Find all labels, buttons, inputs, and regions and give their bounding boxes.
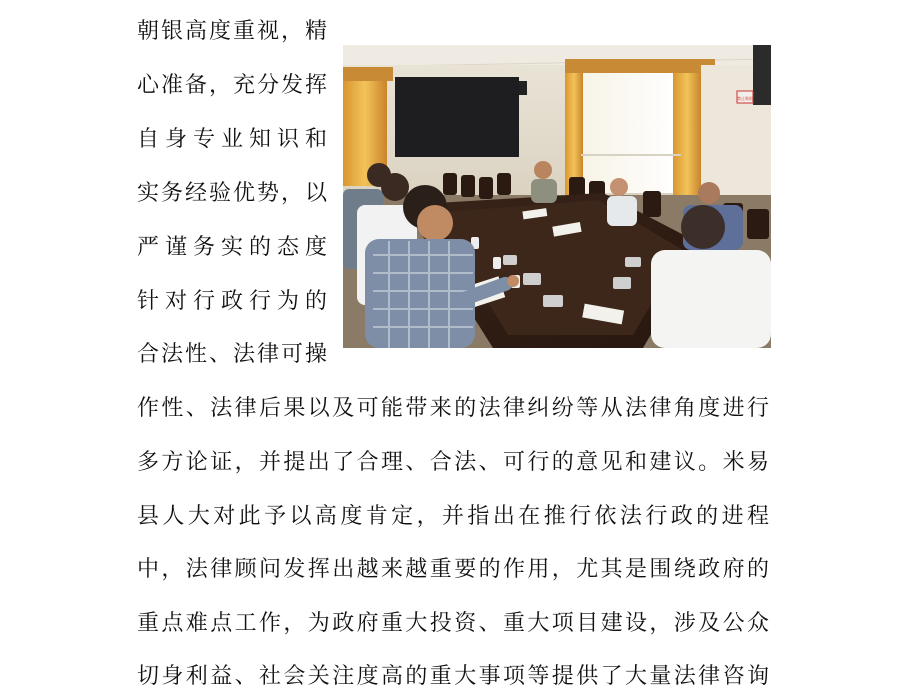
paragraph-line-11: 中，法律顾问发挥出越来越重要的作用，尤其是围绕政府的 [137, 557, 769, 582]
paragraph-line-6: 针对行政行为的 [137, 289, 327, 314]
paragraph-line-12: 重点难点工作，为政府重大投资、重大项目建设，涉及公众 [137, 611, 769, 636]
paragraph-line-9: 多方论证，并提出了合理、合法、可行的意见和建议。米易 [137, 450, 769, 475]
paragraph-line-2: 心准备，充分发挥 [137, 73, 327, 98]
paragraph-line-7: 合法性、法律可操 [137, 342, 327, 367]
paragraph-line-1: 朝银高度重视，精 [137, 19, 327, 44]
paragraph-line-10: 县人大对此予以高度肯定，并指出在推行依法行政的进程 [137, 504, 769, 529]
no-smoking-sign: 禁止吸烟 [737, 96, 753, 101]
paragraph-line-4: 实务经验优势，以 [137, 181, 327, 206]
meeting-room-photo-icon [343, 45, 771, 348]
paragraph-line-5: 严谨务实的态度 [137, 235, 327, 260]
paragraph-line-13: 切身利益、社会关注度高的重大事项等提供了大量法律咨询 [137, 664, 769, 689]
paragraph-line-3: 自身专业知识和 [137, 127, 327, 152]
paragraph-line-8: 作性、法律后果以及可能带来的法律纠纷等从法律角度进行 [137, 396, 769, 421]
meeting-photo [343, 45, 771, 348]
